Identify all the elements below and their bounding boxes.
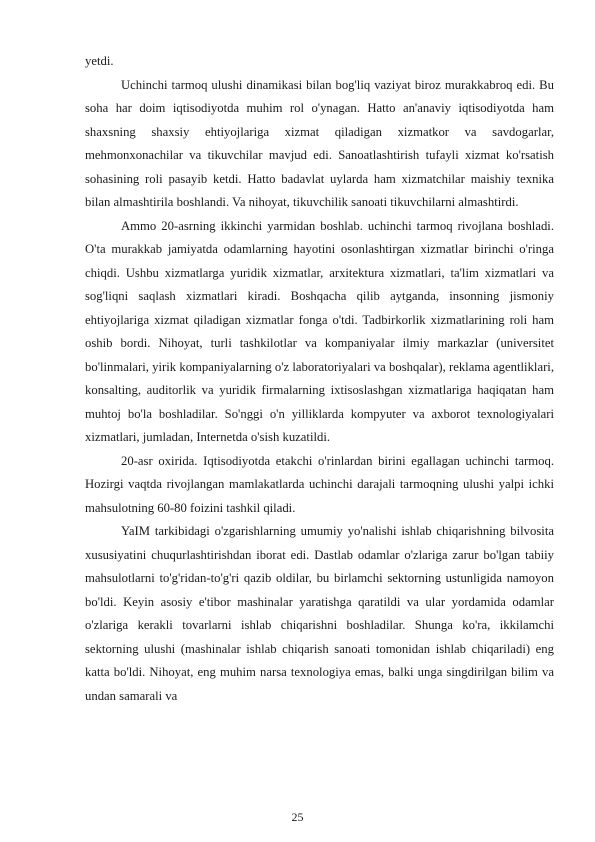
paragraph-tertiary-sector-growth: Ammo 20-asrning ikkinchi yarmidan boshlab. uchinchi tarmoq rivojlana boshladi. O'ta murakkab jamiyatda odamlarning hayotini osonlashtirgan xizmatlar birinchi o'ringa chiqdi. Ushbu xizmatlarga yuridik xizmatlar, arxitektura xizmatlari, ta'lim xizmatlari va sog'liqni saqlash xizmatlari kiradi. Boshqacha qilib aytganda, insonning jismoniy ehtiyojlariga xizmat qiladigan xizmatlar fonga o'tdi. Tadbirkorlik xizmatlarining roli ham oshib bordi. Nihoyat, turli tashkilotlar va kompaniyalar ilmiy markazlar (universitet bo'linmalari, yirik kompaniyalarning o'z laboratoriyalari va boshqalar), reklama agentliklari, konsalting, auditorlik va yuridik firmalarning ixtisoslashgan xizmatlariga haqiqatan ham muhtoj bo'la boshladilar. So'nggi o'n yilliklarda kompyuter va axborot texnologiyalari xizmatlari, jumladan, Internetda o'sish kuzatildi.	[85, 218, 554, 444]
document-page	[85, 50, 554, 708]
paragraph-tertiary-sector-share: 20-asr oxirida. Iqtisodiyotda etakchi o'rinlardan birini egallagan uchinchi tarmoq. Hozirgi vaqtda rivojlangan mamlakatlarda uchinchi darajali tarmoqning ulushi yalpi ichki mahsulotning 60-80 foizini tashkil qiladi.	[85, 453, 554, 515]
paragraph-continuation: yetdi.	[85, 54, 114, 68]
paragraph-gdp-structure: YaIM tarkibidagi o'zgarishlarning umumiy yo'nalishi ishlab chiqarishning bilvosita xususiyatini chuqurlashtirishdan iborat edi. Dastlab odamlar o'zlariga zarur bo'lgan tabiiy mahsulotlarni to'g'ridan-to'g'ri qazib oldilar, bu birlamchi sektorning ustunligida namoyon bo'ldi. Keyin asosiy e'tibor mashinalar yaratishga qaratildi va ular yordamida odamlar o'zlariga kerakli tovarlarni ishlab chiqarishni boshladilar. Shunga ko'ra, ikkilamchi sektorning ulushi (mashinalar ishlab chiqarish sanoati tomonidan ishlab chiqariladi) eng katta bo'ldi. Nihoyat, eng muhim narsa texnologiya emas, balki unga singdirilgan bilim va undan samarali va	[85, 524, 554, 703]
page-number: 25	[291, 810, 304, 824]
paragraph-tertiary-sector-dynamics: Uchinchi tarmoq ulushi dinamikasi bilan bog'liq vaziyat biroz murakkabroq edi. Bu soha har doim iqtisodiyotda muhim rol o'ynagan. Hatto an'anaviy iqtisodiyotda ham shaxsning shaxsiy ehtiyojlariga xizmat qiladigan xizmatkor va savdogarlar, mehmonxonachilar va tikuvchilar mavjud edi. Sanoatlashtirish tufayli xizmat ko'rsatish sohasining roli pasayib ketdi. Hatto badavlat uylarda ham xizmatchilar maishiy texnika bilan almashtirila boshlandi. Va nihoyat, tikuvchilik sanoati tikuvchilarni almashtirdi.	[85, 77, 554, 209]
